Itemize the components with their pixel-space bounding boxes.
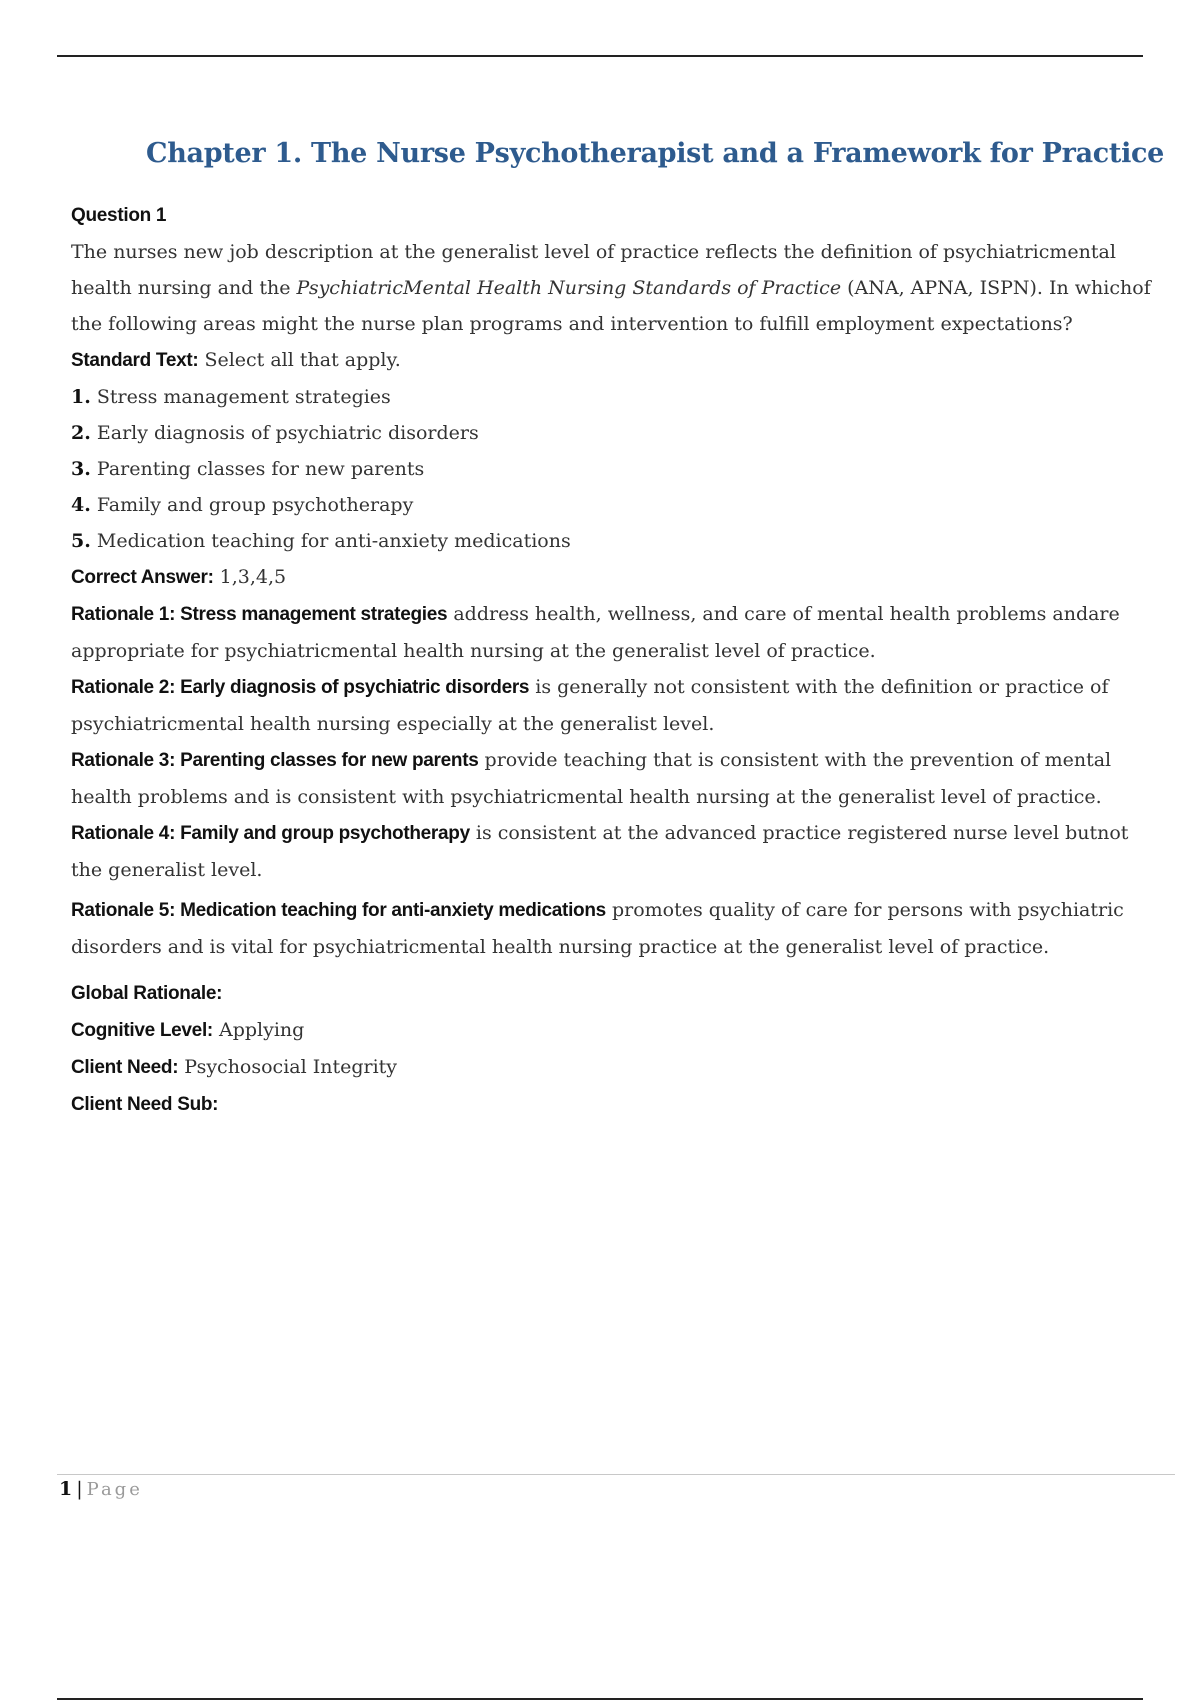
rationale-4 [71, 815, 1151, 888]
rationale-label: Rationale 5: [71, 900, 176, 921]
top-rule [57, 55, 1143, 57]
rationale-text: is generally not consistent with the definition or practice of psychiatricmental health nursing especially at the generalist level. [71, 676, 1109, 735]
chapter-title: Chapter 1. The Nurse Psychotherapist and a Framework for Practice [146, 138, 1165, 169]
rationale-1 [71, 596, 1151, 669]
correct-answer [71, 559, 1151, 596]
footer-rule [57, 1474, 1175, 1475]
rationale-topic: Parenting classes for new parents [175, 750, 479, 771]
choice-number: 2. [71, 422, 91, 444]
question-content [71, 198, 1151, 1123]
client-need-label: Client Need: [71, 1057, 179, 1078]
rationale-topic: Medication teaching for anti-anxiety medications [175, 900, 606, 921]
cognitive-level [71, 1012, 1151, 1049]
choice-number: 4. [71, 494, 91, 516]
question-label: Question 1 [71, 205, 167, 226]
choice-text: Family and group psychotherapy [90, 494, 414, 516]
rationale-topic: Early diagnosis of psychiatric disorders [175, 677, 530, 698]
rationale-text: is consistent at the advanced practice registered nurse level butnot the generalist level. [71, 822, 1129, 881]
global-rationale [71, 975, 1151, 1012]
cognitive-level-value: Applying [212, 1019, 305, 1041]
client-need [71, 1049, 1151, 1086]
page-footer [59, 1478, 143, 1500]
standards-title: PsychiatricMental Health Nursing Standards of Practice [296, 277, 842, 299]
global-rationale-label: Global Rationale: [71, 983, 223, 1004]
rationale-5 [71, 892, 1151, 965]
question-stem-part-1: The nurses new job description at the generalist level of practice reflects the definition of psychiatricmental health nursing and the [71, 241, 1116, 299]
rationale-text: provide teaching that is consistent with the prevention of mental health problems and is consistent with psychiatricmental health nursing at the generalist level of practice. [71, 749, 1112, 808]
rationale-label: Rationale 1: [71, 604, 176, 625]
standard-text-value: Select all that apply. [198, 349, 401, 371]
answer-choice-3 [71, 451, 1151, 487]
rationale-text: address health, wellness, and care of mental health problems andare appropriate for psychiatricmental health nursing at the generalist level of practice. [71, 603, 1120, 662]
choice-text: Medication teaching for anti-anxiety medications [90, 530, 571, 552]
rationale-text: promotes quality of care for persons with psychiatric disorders and is vital for psychiatricmental health nursing practice at the generalist level of practice. [71, 899, 1124, 958]
choice-number: 5. [71, 530, 91, 552]
choice-number: 3. [71, 458, 91, 480]
client-need-sub [71, 1086, 1151, 1123]
answer-choice-4 [71, 487, 1151, 523]
standard-text-label: Standard Text: [71, 350, 199, 371]
rationale-3 [71, 742, 1151, 815]
page-separator: | [76, 1478, 83, 1500]
choice-text: Stress management strategies [90, 386, 391, 408]
client-need-sub-label: Client Need Sub: [71, 1094, 219, 1115]
correct-answer-label: Correct Answer: [71, 567, 214, 588]
question-stem [71, 234, 1151, 342]
rationale-topic: Family and group psychotherapy [175, 823, 470, 844]
choice-number: 1. [71, 386, 91, 408]
answer-choice-5 [71, 523, 1151, 559]
choice-text: Parenting classes for new parents [90, 458, 425, 480]
choice-text: Early diagnosis of psychiatric disorders [90, 422, 479, 444]
standard-text [71, 342, 1151, 379]
rationale-label: Rationale 2: [71, 677, 176, 698]
rationale-label: Rationale 3: [71, 750, 176, 771]
rationale-2 [71, 669, 1151, 742]
rationale-topic: Stress management strategies [175, 604, 448, 625]
answer-choice-1 [71, 379, 1151, 415]
correct-answer-value: 1,3,4,5 [213, 566, 287, 588]
rationale-label: Rationale 4: [71, 823, 176, 844]
page-number: 1 [59, 1478, 73, 1500]
cognitive-level-label: Cognitive Level: [71, 1020, 213, 1041]
question-stem-part-2: (ANA, APNA, ISPN). In whichof the following areas might the nurse plan programs and intervention to fulfill employment expectations? [71, 277, 1151, 335]
page-word: Page [86, 1479, 143, 1500]
answer-choice-2 [71, 415, 1151, 451]
client-need-value: Psychosocial Integrity [178, 1056, 398, 1078]
